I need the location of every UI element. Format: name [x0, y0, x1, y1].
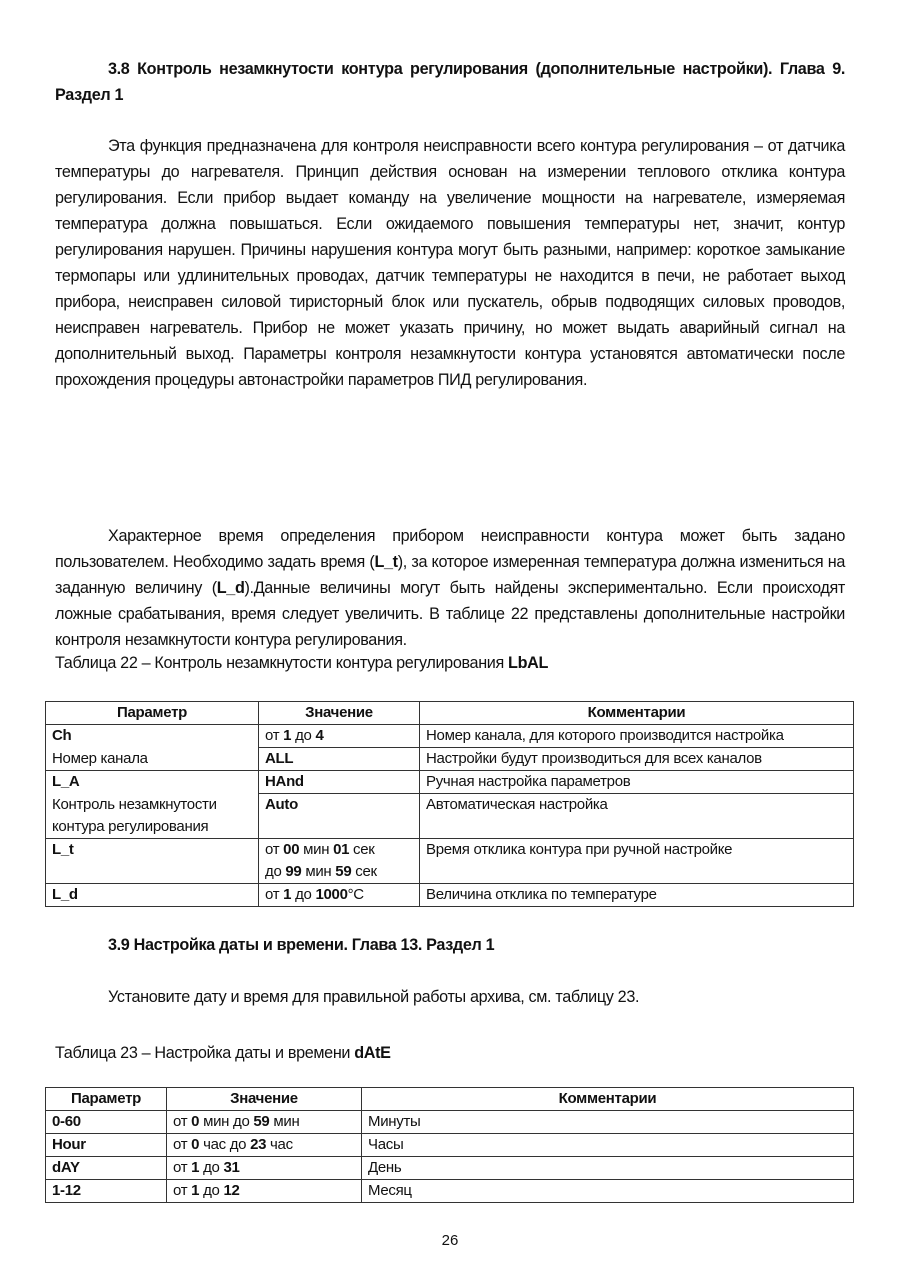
comment-cell: Автоматическая настройка — [420, 794, 854, 839]
table-22 — [45, 701, 854, 907]
value-bold: 31 — [223, 1159, 240, 1176]
text-fragment: ), за которое измеренная температура должна измениться на заданную величину ( — [55, 553, 845, 597]
value-cell — [259, 748, 420, 771]
value-text: до — [291, 727, 316, 744]
value-cell — [167, 1180, 362, 1203]
param-code: Hour — [52, 1136, 86, 1153]
value-cell — [167, 1157, 362, 1180]
value-text: от — [173, 1113, 192, 1130]
value-text: °C — [347, 885, 364, 903]
value-bold: 1000 — [315, 885, 348, 903]
param-code: dAY — [52, 1159, 80, 1176]
value-bold: 0 — [191, 1113, 200, 1130]
header-comments: Комментарии — [362, 1088, 854, 1111]
section-3-8-paragraph-2 — [55, 523, 845, 653]
param-cell — [46, 1180, 167, 1203]
caption-code: LbAL — [508, 654, 549, 672]
value-bold: 23 — [250, 1136, 267, 1153]
value-bold: Auto — [265, 796, 298, 813]
value-cell — [259, 838, 420, 883]
param-code-l-t: L_t — [374, 553, 398, 571]
value-bold: 1 — [283, 885, 292, 903]
header-parameter: Параметр — [46, 1088, 167, 1111]
value-bold: 01 — [333, 840, 350, 858]
comment-cell: Часы — [362, 1134, 854, 1157]
document-page — [52, 56, 845, 1249]
table-header-row — [46, 1088, 854, 1111]
caption-text: Таблица 22 – Контроль незамкнутости контура регулирования — [55, 654, 509, 672]
param-code: L_t — [52, 840, 74, 858]
value-cell — [259, 883, 420, 906]
value-cell — [259, 771, 420, 794]
value-text: от — [265, 885, 284, 903]
value-bold: 99 — [285, 862, 302, 880]
param-cell — [46, 838, 259, 883]
param-code: L_d — [52, 885, 78, 903]
value-text: мин — [299, 840, 334, 858]
header-value: Значение — [259, 702, 420, 725]
table-row — [46, 794, 854, 839]
param-cell — [46, 725, 259, 748]
param-code: Ch — [52, 727, 72, 744]
param-code: 0-60 — [52, 1113, 81, 1130]
param-desc-cell: Номер канала — [46, 748, 259, 771]
param-code-l-d: L_d — [216, 579, 245, 597]
caption-code: dAtE — [354, 1044, 391, 1062]
comment-cell: Время отклика контура при ручной настройке — [420, 838, 854, 883]
value-bold: 59 — [253, 1113, 270, 1130]
table-row — [46, 1134, 854, 1157]
table-row — [46, 883, 854, 906]
value-text: сек — [351, 862, 377, 880]
table-23 — [45, 1087, 854, 1203]
comment-cell: Минуты — [362, 1111, 854, 1134]
value-text: от — [173, 1159, 192, 1176]
value-bold: 00 — [283, 840, 300, 858]
value-text: от — [265, 727, 284, 744]
value-bold: HAnd — [265, 773, 304, 790]
table-row — [46, 1157, 854, 1180]
value-text: до — [265, 862, 286, 880]
table-header-row — [46, 702, 854, 725]
value-text: до — [291, 885, 316, 903]
table-22-caption — [55, 650, 548, 676]
table-row — [46, 771, 854, 794]
table-row — [46, 725, 854, 748]
text-fragment: ).Данные величины могут быть найдены экспериментально. Если происходят ложные срабатывания, время следует увеличить. В таблице 22 представлены дополнительные настройки контроля незамкнутости контура регулирования. — [55, 579, 845, 649]
value-text: до — [199, 1182, 224, 1199]
value-bold: 0 — [191, 1136, 200, 1153]
comment-cell: День — [362, 1157, 854, 1180]
header-parameter: Параметр — [46, 702, 259, 725]
value-text: сек — [349, 840, 375, 858]
section-3-8-heading: 3.8 Контроль незамкнутости контура регулирования (дополнительные настройки). Глава 9. Раздел 1 — [55, 60, 845, 104]
param-cell — [46, 1111, 167, 1134]
param-code: L_A — [52, 773, 80, 790]
value-bold: 59 — [335, 862, 352, 880]
header-comments: Комментарии — [420, 702, 854, 725]
value-text: от — [173, 1136, 192, 1153]
value-text: мин — [301, 862, 336, 880]
param-code: 1-12 — [52, 1182, 81, 1199]
comment-cell: Номер канала, для которого производится настройка — [420, 725, 854, 748]
param-cell — [46, 771, 259, 794]
value-bold: 1 — [283, 727, 292, 744]
value-text: мин — [269, 1113, 300, 1130]
param-desc-cell: Контроль незамкнутости контура регулирования — [46, 794, 259, 839]
value-line — [265, 861, 413, 883]
table-row — [46, 748, 854, 771]
table-row — [46, 838, 854, 883]
table-row — [46, 1180, 854, 1203]
value-cell — [259, 794, 420, 839]
section-3-9-intro: Установите дату и время для правильной работы архива, см. таблицу 23. — [108, 988, 640, 1006]
table-row — [46, 1111, 854, 1134]
table-23-caption — [55, 1040, 391, 1066]
comment-cell: Настройки будут производиться для всех каналов — [420, 748, 854, 771]
page-number: 26 — [441, 1232, 459, 1249]
value-line — [265, 839, 413, 861]
value-cell — [167, 1111, 362, 1134]
param-cell — [46, 883, 259, 906]
comment-cell: Ручная настройка параметров — [420, 771, 854, 794]
comment-cell: Месяц — [362, 1180, 854, 1203]
section-3-9-heading: 3.9 Настройка даты и времени. Глава 13. Раздел 1 — [108, 936, 495, 954]
value-bold: 1 — [191, 1182, 200, 1199]
comment-cell: Величина отклика по температуре — [420, 883, 854, 906]
param-cell — [46, 1157, 167, 1180]
value-bold: 4 — [315, 727, 324, 744]
value-cell — [167, 1134, 362, 1157]
value-text: до — [199, 1159, 224, 1176]
value-text: час до — [199, 1136, 251, 1153]
value-text: от — [265, 840, 284, 858]
text-fragment: Характерное время определения прибором неисправности контура может быть задано пользователем. Необходимо задать время ( — [55, 527, 845, 571]
value-text: от — [173, 1182, 192, 1199]
value-text: час — [266, 1136, 293, 1153]
value-bold: 12 — [223, 1182, 240, 1199]
param-cell — [46, 1134, 167, 1157]
section-3-8-paragraph-1: Эта функция предназначена для контроля неисправности всего контура регулирования – от датчика температуры до нагревателя. Принцип действия основан на измерении теплового отклика контура регулирования. Если прибор выдает команду на увеличение мощности на нагревателе, измеряемая температура должна повышаться. Если ожидаемого повышения температуры нет, значит, контур регулирования нарушен. Причины нарушения контура могут быть разными, например: короткое замыкание термопары или удлинительных проводах, датчик температуры не находится в печи, не работает выход прибора, неисправен силовой тиристорный блок или пускатель, обрыв подводящих силовых проводов, неисправен нагреватель. Прибор не может указать причину, но может выдать аварийный сигнал на дополнительный выход. Параметры контроля незамкнутости контура установятся автоматически после прохождения процедуры автонастройки параметров ПИД регулирования. — [55, 137, 845, 389]
value-bold: 1 — [191, 1159, 200, 1176]
value-bold: ALL — [265, 750, 294, 767]
header-value: Значение — [167, 1088, 362, 1111]
value-text: мин до — [199, 1113, 254, 1130]
value-cell — [259, 725, 420, 748]
caption-text: Таблица 23 – Настройка даты и времени — [55, 1044, 355, 1062]
